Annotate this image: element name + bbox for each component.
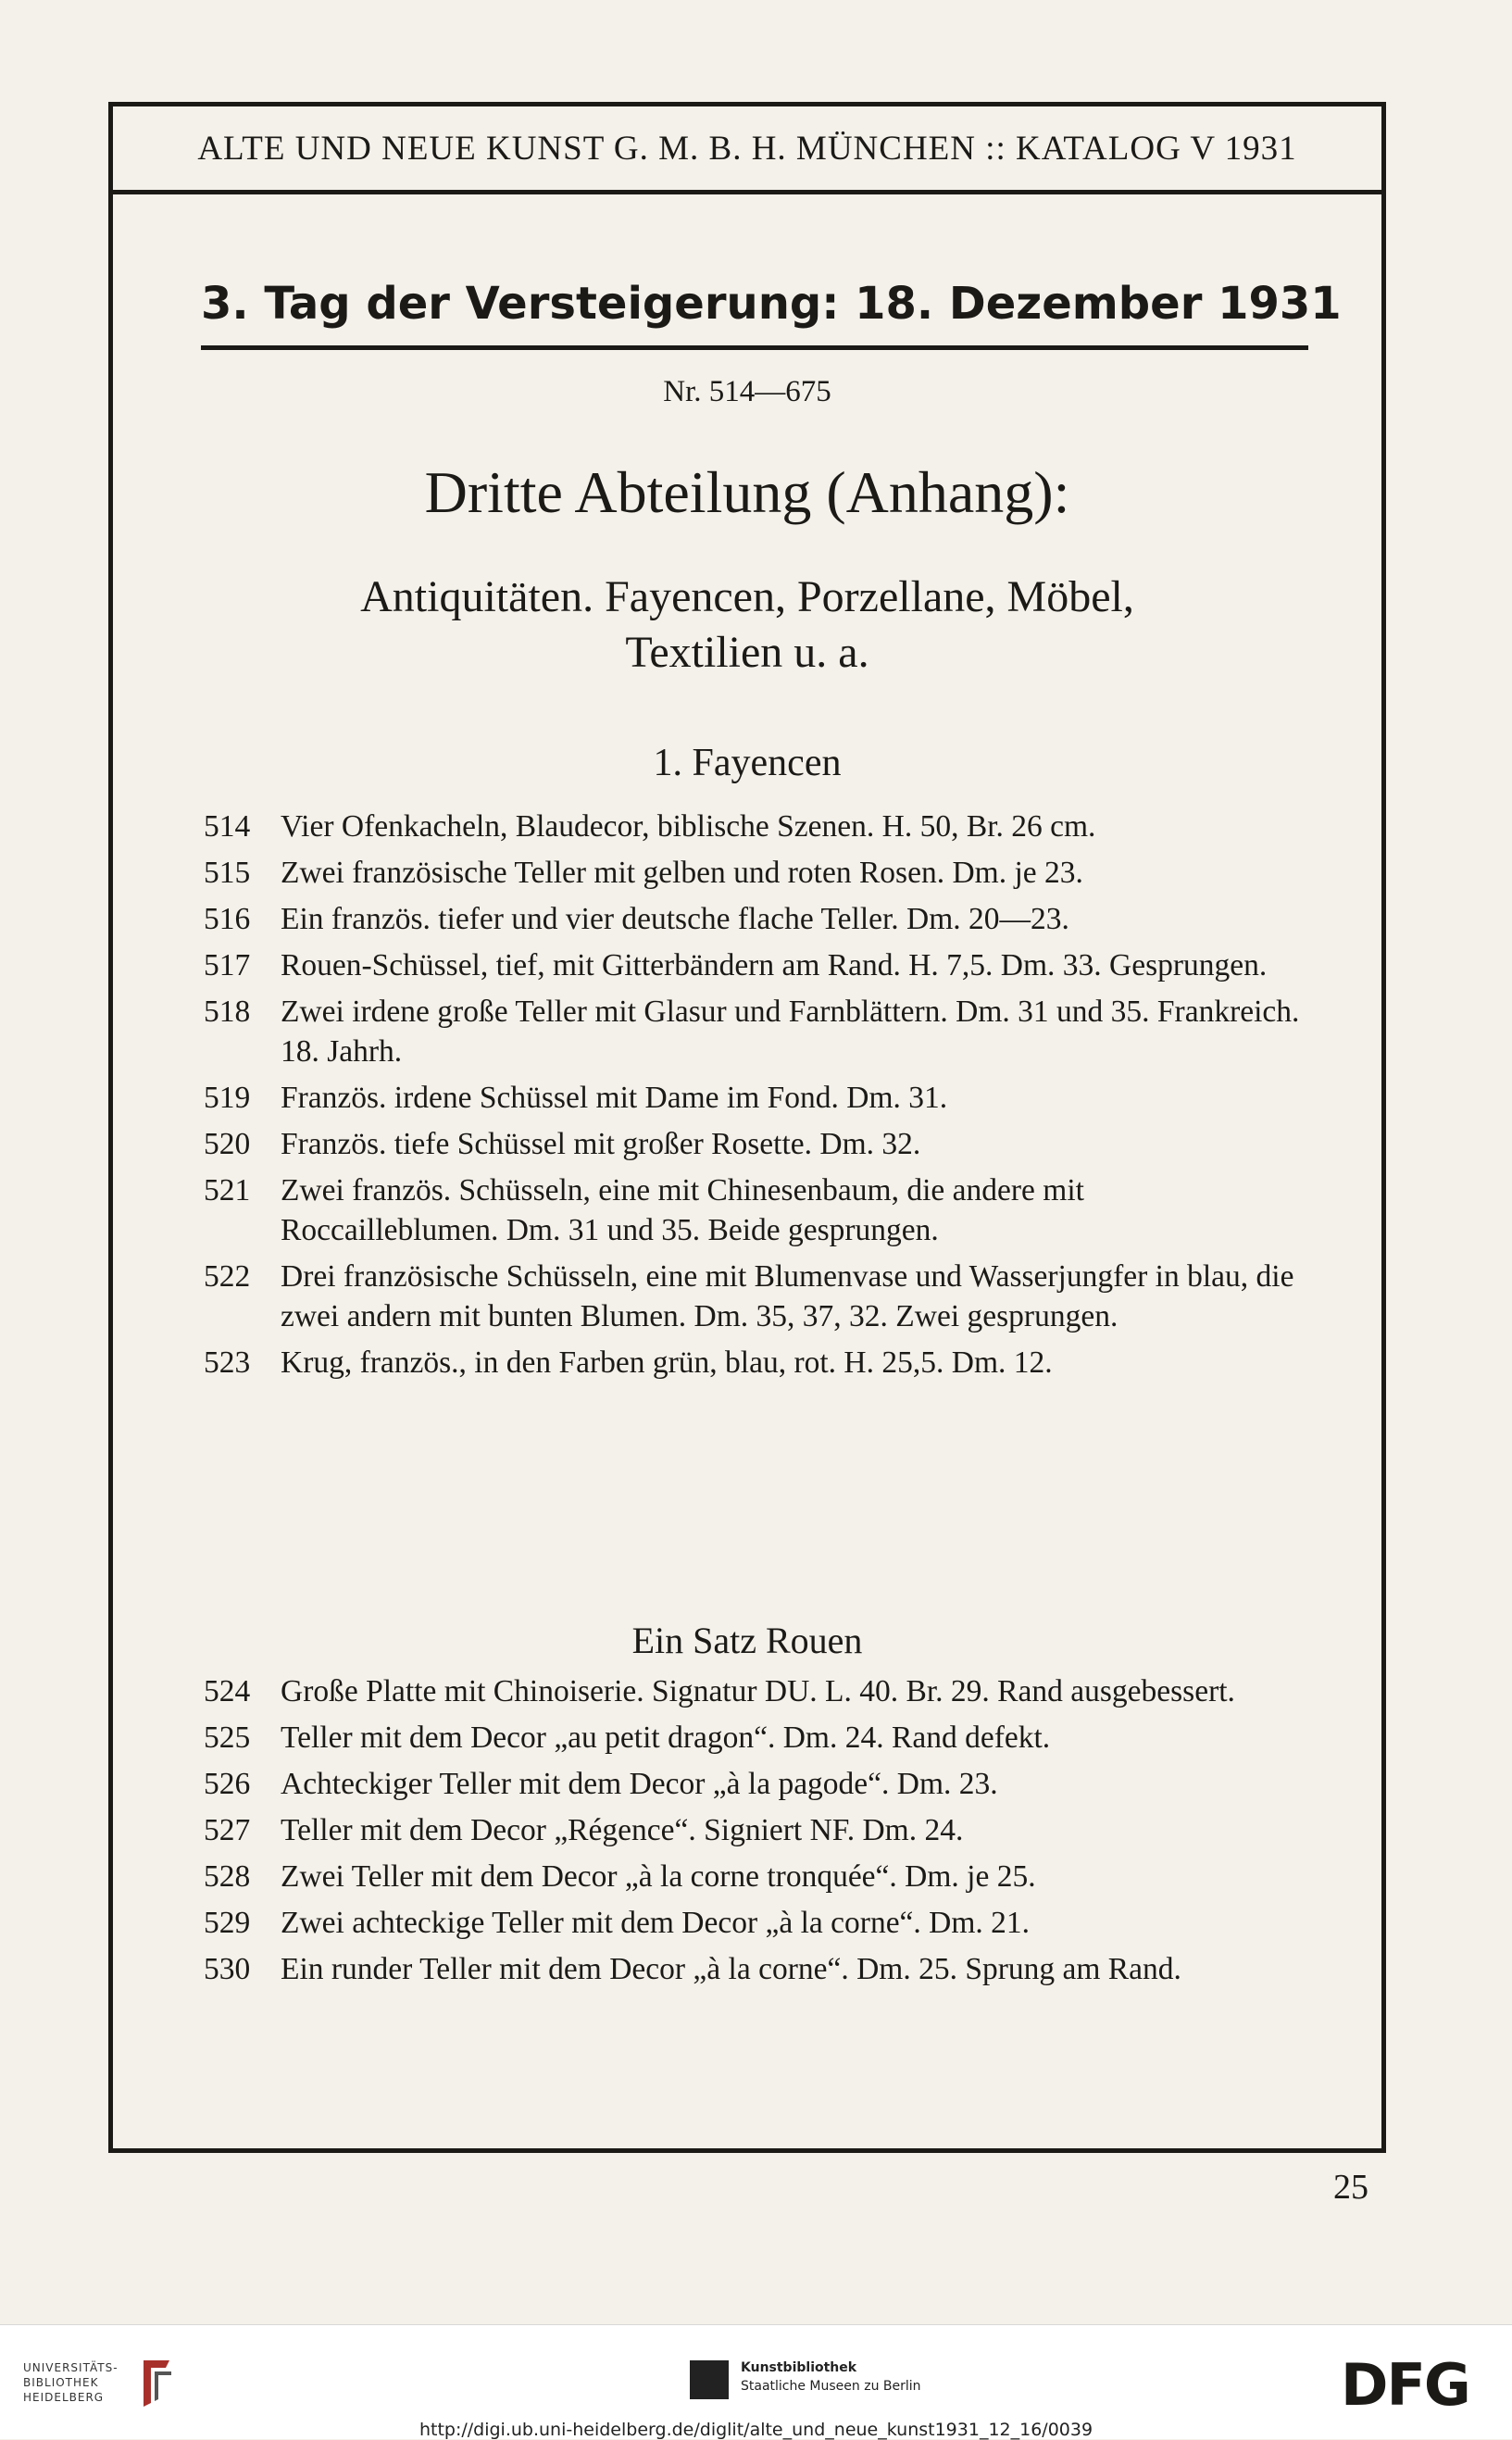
entry-text: Zwei französ. Schüsseln, eine mit Chinesenbaum, die andere mit Roccailleblumen. Dm. 31 und 35. Beide gesprungen. <box>281 1173 1084 1247</box>
entry-text: Zwei achteckige Teller mit dem Decor „à la corne“. Dm. 21. <box>281 1906 1031 1940</box>
entry-text: Französ. tiefe Schüssel mit großer Rosette. Dm. 32. <box>281 1127 921 1161</box>
catalog-entry <box>204 899 1308 939</box>
entry-number: 527 <box>204 1813 251 1847</box>
entry-text: Rouen-Schüssel, tief, mit Gitterbändern am Rand. H. 7,5. Dm. 33. Gesprungen. <box>281 948 1268 982</box>
catalog-entry <box>204 1078 1308 1118</box>
catalog-entry <box>204 853 1308 893</box>
entry-number: 516 <box>204 902 251 936</box>
entry-number: 528 <box>204 1859 251 1894</box>
entry-text: Ein runder Teller mit dem Decor „à la corne“. Dm. 25. Sprung am Rand. <box>281 1952 1181 1986</box>
section-title: Dritte Abteilung (Anhang): <box>424 459 1070 525</box>
entry-number: 525 <box>204 1721 251 1755</box>
catalog-entry <box>204 1343 1308 1383</box>
university-seal-icon <box>134 2357 181 2410</box>
entry-text: Französ. irdene Schüssel mit Dame im Fond. Dm. 31. <box>281 1081 948 1115</box>
catalog-frame <box>108 102 1386 2153</box>
catalog-entry <box>204 1671 1308 1711</box>
kunstbibliothek-logo-icon <box>690 2360 729 2399</box>
entry-number: 523 <box>204 1345 251 1380</box>
catalog-entry <box>204 1810 1308 1850</box>
permalink-url[interactable]: http://digi.ub.uni-heidelberg.de/diglit/alte_und_neue_kunst1931_12_16/0039 <box>419 2420 1093 2440</box>
subheading-fayencen: 1. Fayencen <box>653 742 842 784</box>
footer-bar <box>0 2324 1512 2439</box>
entry-number: 514 <box>204 809 251 844</box>
university-logo-text[interactable] <box>23 2360 119 2405</box>
number-range: Nr. 514—675 <box>663 375 831 408</box>
catalog-entry <box>204 807 1308 846</box>
entry-text: Ein französ. tiefer und vier deutsche flache Teller. Dm. 20—23. <box>281 902 1069 936</box>
catalog-entry <box>204 1257 1308 1336</box>
page-number: 25 <box>1333 2168 1368 2207</box>
kb-subtitle: Staatliche Museen zu Berlin <box>741 2379 921 2394</box>
catalog-entry <box>204 1949 1308 1989</box>
entry-text: Zwei französische Teller mit gelben und roten Rosen. Dm. je 23. <box>281 856 1083 890</box>
title-rule <box>201 345 1308 350</box>
section-subtitle <box>113 569 1381 681</box>
entry-number: 524 <box>204 1674 251 1708</box>
entry-text: Zwei irdene große Teller mit Glasur und Farnblättern. Dm. 31 und 35. Frankreich. 18. Jahrh. <box>281 995 1300 1069</box>
catalog-entry <box>204 1718 1308 1758</box>
catalog-entry <box>204 1124 1308 1164</box>
dfg-logo[interactable]: DFG <box>1341 2351 1469 2419</box>
entry-list-rouen <box>204 1671 1308 1996</box>
day-title: 3. Tag der Versteigerung: 18. Dezember 1931 <box>201 278 1342 330</box>
catalog-entry <box>204 1903 1308 1943</box>
entry-text: Krug, französ., in den Farben grün, blau, rot. H. 25,5. Dm. 12. <box>281 1345 1053 1380</box>
catalog-entry <box>204 945 1308 985</box>
entry-text: Teller mit dem Decor „au petit dragon“. Dm. 24. Rand defekt. <box>281 1721 1051 1755</box>
entry-number: 522 <box>204 1259 251 1294</box>
entry-text: Achteckiger Teller mit dem Decor „à la pagode“. Dm. 23. <box>281 1767 998 1801</box>
subheading-satz-rouen: Ein Satz Rouen <box>631 1620 863 1661</box>
catalog-entry <box>204 1170 1308 1250</box>
entry-number: 521 <box>204 1173 251 1207</box>
entry-number: 529 <box>204 1906 251 1940</box>
entry-number: 519 <box>204 1081 251 1115</box>
entry-number: 530 <box>204 1952 251 1986</box>
entry-text: Zwei Teller mit dem Decor „à la corne tronquée“. Dm. je 25. <box>281 1859 1036 1894</box>
entry-number: 515 <box>204 856 251 890</box>
section-subtitle-line-2: Textilien u. a. <box>625 628 869 677</box>
catalog-entry <box>204 992 1308 1071</box>
entry-list-fayencen <box>204 807 1308 1389</box>
entry-text: Teller mit dem Decor „Régence“. Signiert NF. Dm. 24. <box>281 1813 964 1847</box>
entry-text: Große Platte mit Chinoiserie. Signatur DU. L. 40. Br. 29. Rand ausgebessert. <box>281 1674 1235 1708</box>
kunstbibliothek-label[interactable] <box>741 2359 921 2396</box>
entry-text: Vier Ofenkacheln, Blaudecor, biblische Szenen. H. 50, Br. 26 cm. <box>281 809 1096 844</box>
entry-number: 517 <box>204 948 251 982</box>
entry-number: 518 <box>204 995 251 1029</box>
uni-line: UNIVERSITÄTS- <box>23 2361 119 2374</box>
catalog-entry <box>204 1764 1308 1804</box>
entry-number: 520 <box>204 1127 251 1161</box>
section-subtitle-line-1: Antiquitäten. Fayencen, Porzellane, Möbel, <box>360 572 1134 621</box>
entry-number: 526 <box>204 1767 251 1801</box>
entry-text: Drei französische Schüsseln, eine mit Blumenvase und Wasserjungfer in blau, die zwei andern mit bunten Blumen. Dm. 35, 37, 32. Zwei gesprungen. <box>281 1259 1294 1333</box>
uni-line: HEIDELBERG <box>23 2391 105 2404</box>
catalog-header: ALTE UND NEUE KUNST G. M. B. H. MÜNCHEN :: KATALOG V 1931 <box>113 106 1381 194</box>
uni-line: BIBLIOTHEK <box>23 2376 99 2389</box>
kb-name: Kunstbibliothek <box>741 2360 857 2375</box>
catalog-entry <box>204 1857 1308 1896</box>
